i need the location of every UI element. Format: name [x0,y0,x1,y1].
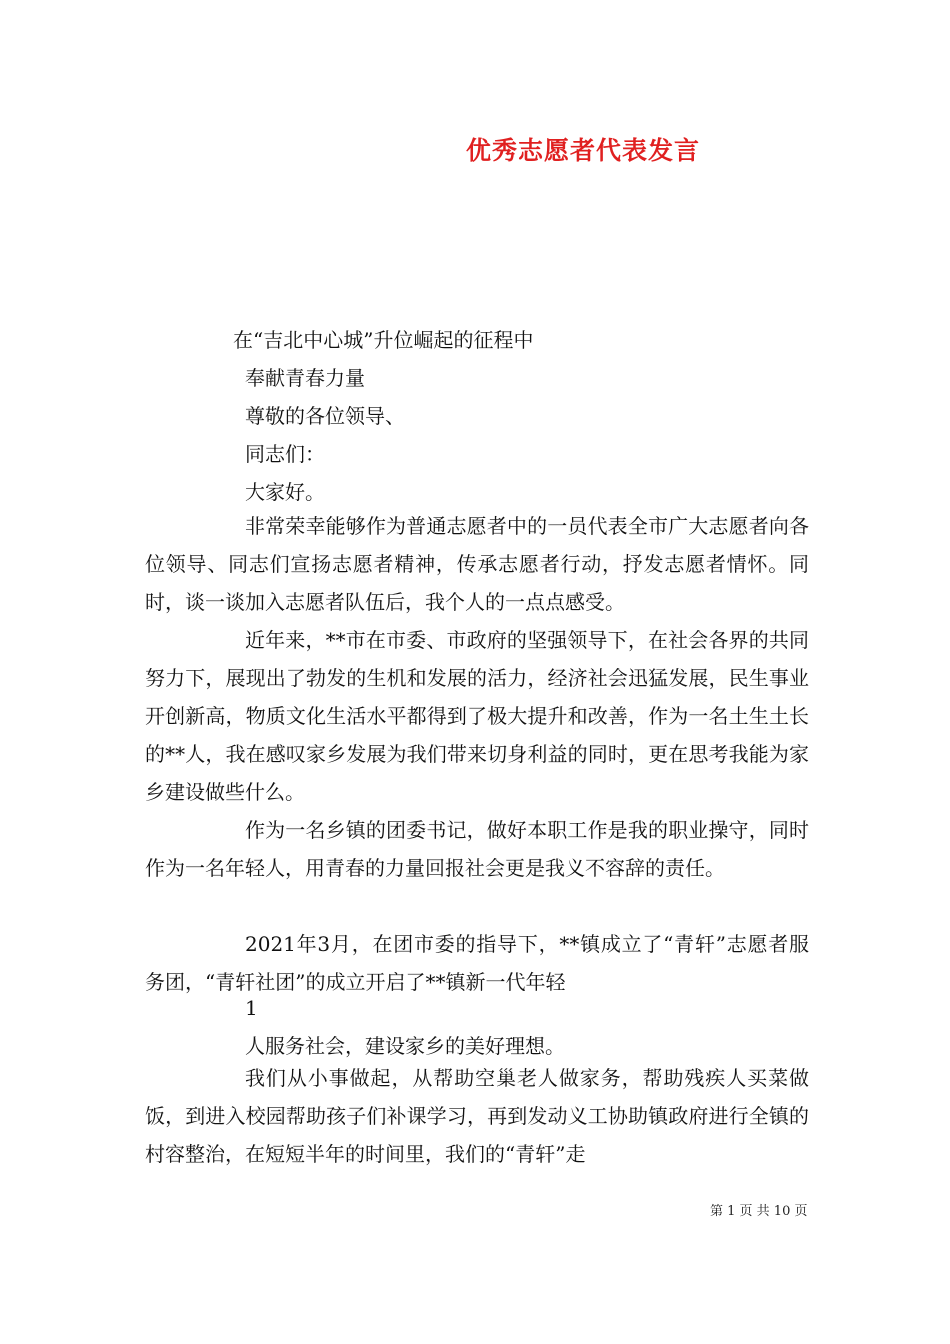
salutation-line-2: 同志们： [245,442,325,466]
document-title: 优秀志愿者代表发言 [465,136,700,165]
continuation-line: 人服务社会，建设家乡的美好理想。 [245,1034,565,1058]
page-footer: 第 1 页 共 10 页 [710,1204,808,1219]
paragraph-4: 2021年3月，在团市委的指导下，**镇成立了“青轩”志愿者服务团，“青轩社团”的成立开启了**镇新一代年轻 [145,932,809,994]
paragraph-5: 我们从小事做起，从帮助空巢老人做家务，帮助残疾人买菜做饭，到进入校园帮助孩子们补课学习，再到发动义工协助镇政府进行全镇的村容整治，在短短半年的时间里，我们的“青轩”走 [145,1066,809,1166]
greeting-line: 大家好。 [245,480,325,504]
subtitle-line-1: 在“吉北中心城”升位崛起的征程中 [233,328,534,352]
paragraph-3: 作为一名乡镇的团委书记，做好本职工作是我的职业操守，同时作为一名年轻人，用青春的力量回报社会更是我义不容辞的责任。 [145,818,809,880]
subtitle-line-2: 奉献青春力量 [245,366,365,390]
paragraph-2: 近年来，**市在市委、市政府的坚强领导下，在社会各界的共同努力下，展现出了勃发的生机和发展的活力，经济社会迅猛发展，民生事业开创新高，物质文化生活水平都得到了极大提升和改善，作为一名土生土长的**人，我在感叹家乡发展为我们带来切身利益的同时，更在思考我能为家乡建设做些什么。 [145,628,809,804]
paragraph-1: 非常荣幸能够作为普通志愿者中的一员代表全市广大志愿者向各位领导、同志们宣扬志愿者精神，传承志愿者行动，抒发志愿者情怀。同时，谈一谈加入志愿者队伍后，我个人的一点点感受。 [145,514,809,614]
inline-page-number: 1 [245,996,258,1020]
salutation-line-1: 尊敬的各位领导、 [245,404,405,428]
